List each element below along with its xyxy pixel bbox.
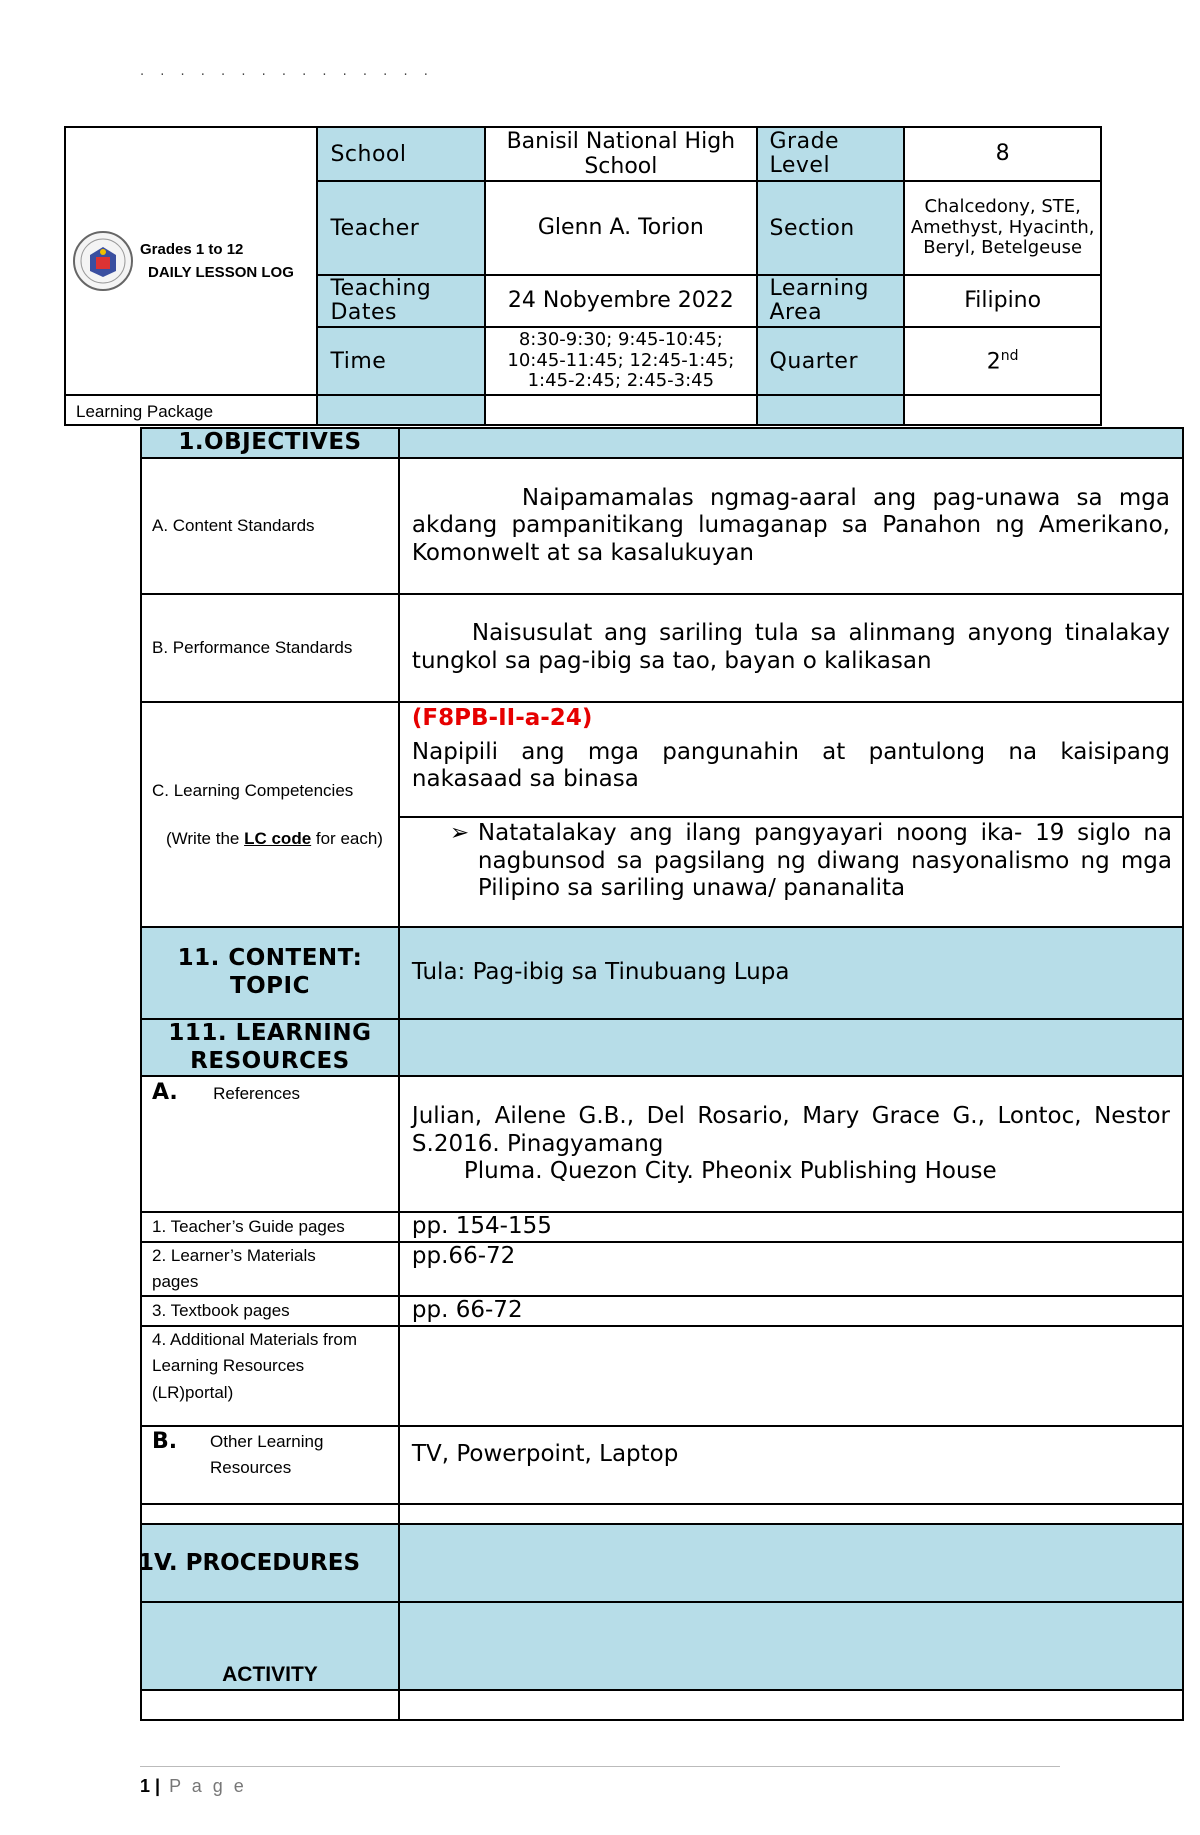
grade-label: Grade Level (757, 127, 905, 181)
school-label: School (317, 127, 485, 181)
lesson-table (140, 427, 1184, 1721)
references-letter: A. (152, 1080, 178, 1106)
additional-materials-value (399, 1326, 1183, 1426)
references-label-cell (141, 1076, 399, 1212)
competency-text: Napipili ang mga pangunahin at pantulong na kaisipang nakasaad sa binasa (411, 738, 1170, 793)
references-value (399, 1076, 1183, 1212)
teacher-label: Teacher (317, 181, 485, 275)
dates-value: 24 Nobyembre 2022 (485, 275, 756, 327)
header-table (64, 126, 1102, 426)
activity-cell (141, 1602, 399, 1690)
textbook-label: 3. Textbook pages (141, 1296, 399, 1326)
competency-item-text: Natatalakay ang ilang pangyayari noong ika- 19 siglo na nagbunsod sa pagsilang ng diwang nasyonalismo ng mga Pilipino sa sariling unawa/ pananalita (477, 820, 1172, 902)
teachers-guide-value: pp. 154-155 (399, 1212, 1183, 1242)
dates-label: Teaching Dates (317, 275, 485, 327)
learning-resources-title: 111. LEARNING RESOURCES (141, 1019, 399, 1076)
lc-note-code: LC code (244, 828, 312, 848)
logo-title-line-1: Grades 1 to 12 (140, 240, 244, 258)
page-number: 1 (140, 1776, 151, 1796)
activity-right (399, 1602, 1183, 1690)
package-cell-3 (757, 395, 905, 425)
objectives-title-right (399, 428, 1183, 458)
lc-code: (F8PB-II-a-24) (411, 705, 593, 731)
arrow-bullet-icon: ➢ (449, 820, 470, 846)
teachers-guide-label: 1. Teacher’s Guide pages (141, 1212, 399, 1242)
lc-code-note (152, 826, 398, 852)
learners-materials-value: pp.66-72 (399, 1242, 1183, 1297)
page-separator: | (155, 1776, 161, 1796)
learning-competencies-label: C. Learning Competencies (152, 781, 354, 800)
performance-standards-text: Naisusulat ang sariling tula sa alinmang anyong tinalakay tungkol sa pag-ibig sa tao, bayan o kalikasan (411, 620, 1170, 674)
additional-materials-text: 4. Additional Materials from Learning Resources (LR)portal) (152, 1330, 358, 1402)
learning-competencies-label-cell (141, 702, 399, 927)
content-standards-text: Naipamamalas ngmag-aaral ang pag-unawa sa mga akdang pampanitikang lumaganap sa Panahon ng Amerikano, Komonwelt at sa kasalukuyan (411, 484, 1170, 566)
section-value: Chalcedony, STE, Amethyst, Hyacinth, Beryl, Betelgeuse (904, 181, 1101, 275)
other-resources-letter: B. (152, 1429, 178, 1455)
learners-materials-label (141, 1242, 399, 1297)
top-header-faded-text: · · · · · · · · · · · · · · · (140, 68, 434, 83)
references-text-2: Pluma. Quezon City. Pheonix Publishing House (463, 1158, 997, 1185)
bottom-cell-right (399, 1690, 1183, 1720)
package-cell-1 (317, 395, 485, 425)
content-topic-value: Tula: Pag-ibig sa Tinubuang Lupa (399, 927, 1183, 1019)
page-footer (140, 1776, 247, 1797)
teacher-value: Glenn A. Torion (485, 181, 756, 275)
time-label: Time (317, 327, 485, 395)
logo-title-line-2: DAILY LESSON LOG (148, 264, 294, 281)
other-resources-label: Other Learning Resources (210, 1432, 324, 1477)
content-standards-label: A. Content Standards (141, 458, 399, 594)
quarter-number: 2 (986, 349, 1001, 375)
learners-materials-text: 2. Learner’s Materials pages (152, 1245, 316, 1292)
references-text-1: Julian, Ailene G.B., Del Rosario, Mary Grace G., Lontoc, Nestor S.2016. Pinagyamang (411, 1103, 1170, 1157)
bottom-cell-left (141, 1690, 399, 1720)
logo-cell (65, 127, 317, 395)
grade-value: 8 (904, 127, 1101, 181)
other-resources-label-cell (141, 1426, 399, 1504)
package-cell-4 (904, 395, 1101, 425)
activity-label: ACTIVITY (222, 1663, 318, 1687)
content-topic-title: 11. CONTENT: TOPIC (141, 927, 399, 1019)
procedures-title-right (399, 1524, 1183, 1602)
package-cell-2 (485, 395, 756, 425)
page-word: P a g e (169, 1776, 247, 1796)
spacer-cell-left (141, 1504, 399, 1524)
time-value: 8:30-9:30; 9:45-10:45; 10:45-11:45; 12:45-1:45; 1:45-2:45; 2:45-3:45 (485, 327, 756, 395)
procedures-title: 1V. PROCEDURES (138, 1550, 361, 1577)
lc-note-suffix: for each) (311, 828, 383, 848)
deped-seal-icon (72, 225, 134, 297)
learning-package-label: Learning Package (65, 395, 317, 425)
performance-standards-value (399, 594, 1183, 702)
additional-materials-label (141, 1326, 399, 1426)
school-value: Banisil National High School (485, 127, 756, 181)
spacer-cell-right (399, 1504, 1183, 1524)
quarter-label: Quarter (757, 327, 905, 395)
quarter-suffix: nd (1000, 347, 1019, 364)
performance-standards-label: B. Performance Standards (141, 594, 399, 702)
procedures-title-cell (138, 1524, 399, 1602)
section-label: Section (757, 181, 905, 275)
other-resources-value: TV, Powerpoint, Laptop (399, 1426, 1183, 1504)
content-standards-value (399, 458, 1183, 594)
lc-note-prefix: (Write the (166, 828, 245, 848)
quarter-value (904, 327, 1101, 395)
area-value: Filipino (904, 275, 1101, 327)
area-label: Learning Area (757, 275, 905, 327)
textbook-value: pp. 66-72 (399, 1296, 1183, 1326)
learning-resources-title-right (399, 1019, 1183, 1076)
objectives-title: 1.OBJECTIVES (141, 428, 399, 458)
references-label: References (213, 1084, 301, 1104)
competency-item-cell (399, 817, 1183, 927)
competency-main-cell (399, 702, 1183, 817)
footer-rule (140, 1766, 1060, 1767)
